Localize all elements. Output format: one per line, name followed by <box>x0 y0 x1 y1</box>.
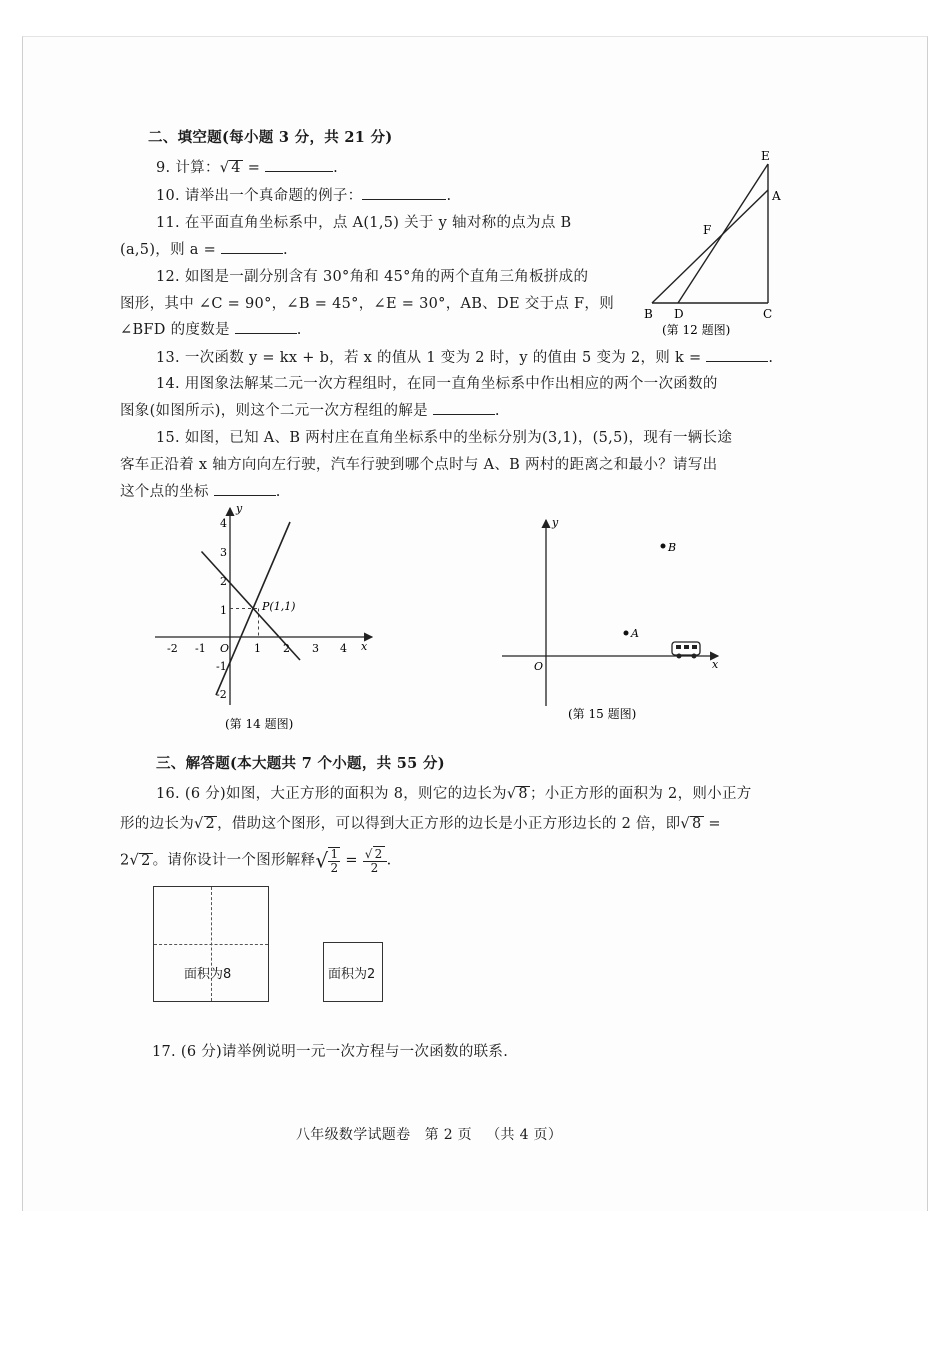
y-tick: -1 <box>216 660 227 673</box>
y-tick: 1 <box>220 604 227 617</box>
question-12-line3: ∠BFD 的度数是 . <box>120 318 302 339</box>
y-tick: 4 <box>220 517 227 530</box>
question-16-line2: 形的边长为√ 2 ，借助这个图形，可以得到大正方形的边长是小正方形边长的 2 倍，即√ 8 = <box>120 816 721 832</box>
page-footer: 八年级数学试题卷 第 2 页 （共 4 页） <box>296 1127 563 1143</box>
question-15-line2: 客车正沿着 x 轴方向向左行驶，汽车行驶到哪个点时与 A、B 两村的距离之和最小？请写出 <box>120 457 718 473</box>
label-f: F <box>703 223 712 237</box>
answer-blank[interactable] <box>706 347 768 362</box>
figure-12-caption: (第 12 题图) <box>662 323 731 337</box>
figure-14-graph <box>150 500 380 740</box>
answer-blank[interactable] <box>265 157 333 172</box>
section2-heading: 二、填空题(每小题 3 分，共 21 分) <box>148 129 393 146</box>
answer-blank[interactable] <box>221 239 283 254</box>
question-14-line1: 14. 用图象法解某二元一次方程组时，在同一直角坐标系中作出相应的两个一次函数的 <box>156 376 718 392</box>
answer-blank[interactable] <box>362 185 446 200</box>
question-11-line1: 11. 在平面直角坐标系中，点 A(1,5) 关于 y 轴对称的点为点 B <box>156 215 572 231</box>
label-b: B <box>644 307 653 321</box>
village-a-point <box>624 631 629 636</box>
figure-14-caption: (第 14 题图) <box>225 717 294 731</box>
answer-blank[interactable] <box>235 319 297 334</box>
question-12-line1: 12. 如图是一副分别含有 30°角和 45°角的两个直角三角板拼成的 <box>156 269 589 285</box>
figure-15-graph <box>496 510 736 730</box>
big-square <box>153 886 269 1002</box>
x-tick: 1 <box>254 642 261 655</box>
label-d: D <box>674 307 684 321</box>
question-9: 9. 计算：√ 4 = . <box>156 156 338 177</box>
origin-label: O <box>220 642 230 655</box>
question-15-line1: 15. 如图，已知 A、B 两村庄在直角坐标系中的坐标分别为(3,1)，(5,5)，现有一辆长途 <box>156 430 733 446</box>
x-tick: 2 <box>283 642 290 655</box>
big-square-label: 面积为8 <box>184 967 232 982</box>
village-a-label: A <box>631 627 639 640</box>
x-axis-label: x <box>361 640 368 653</box>
question-15-line3: 这个点的坐标 . <box>120 480 281 501</box>
village-b-label: B <box>668 541 677 554</box>
y-tick: 3 <box>220 546 227 559</box>
y-axis-label: y <box>552 516 559 529</box>
x-tick: -2 <box>167 642 178 655</box>
divider-horizontal <box>154 944 268 945</box>
x-tick: -1 <box>195 642 206 655</box>
section3-heading: 三、解答题(本大题共 7 个小题，共 55 分) <box>156 755 445 772</box>
small-square <box>323 942 383 1002</box>
small-square-label: 面积为2 <box>328 967 376 982</box>
question-10: 10. 请举出一个真命题的例子： . <box>156 184 451 205</box>
y-axis-label: y <box>236 502 243 515</box>
question-17: 17. (6 分)请举例说明一元一次方程与一次函数的联系. <box>152 1044 509 1060</box>
question-16-line1: 16. (6 分)如图，大正方形的面积为 8，则它的边长为√ 8 ；小正方形的面积为 2，则小正方 <box>156 786 752 802</box>
question-11-line2: (a,5)，则 a = . <box>120 238 288 259</box>
y-tick: -2 <box>216 688 227 701</box>
village-b-point <box>661 544 666 549</box>
label-a: A <box>772 189 781 203</box>
x-tick-labels <box>167 640 368 655</box>
fraction-one-half: $\frac{1}{2}$ <box>330 846 339 875</box>
x-tick: 3 <box>312 642 319 655</box>
figure-12-triangles <box>640 148 790 338</box>
answer-blank[interactable] <box>433 400 495 415</box>
question-13: 13. 一次函数 y = kx + b，若 x 的值从 1 变为 2 时，y 的值由 5 变为 2，则 k = . <box>156 346 773 367</box>
question-12-line2: 图形，其中 ∠C = 90°，∠B = 45°，∠E = 30°，AB、DE 交于点 F，则 <box>120 296 615 312</box>
origin-label: O <box>534 660 544 673</box>
question-16-line3: 2√ 2 。请你设计一个图形解释√ $\frac{1}{2}$ = $\frac{√ 2}{2}$ . <box>120 846 392 875</box>
answer-blank[interactable] <box>214 481 276 496</box>
x-axis-label: x <box>712 658 719 671</box>
fraction-root2-over-2: $\frac{√ 2}{2}$ <box>363 846 387 875</box>
point-p-label: P(1,1) <box>262 600 296 613</box>
question-14-line2: 图象(如图所示)，则这个二元一次方程组的解是 . <box>120 399 500 420</box>
segment-ba <box>652 190 768 303</box>
y-tick: 2 <box>220 575 227 588</box>
label-e: E <box>761 149 770 163</box>
x-tick: 4 <box>340 642 347 655</box>
segment-de <box>678 164 768 303</box>
figure-15-caption: (第 15 题图) <box>568 707 637 721</box>
label-c: C <box>763 307 773 321</box>
